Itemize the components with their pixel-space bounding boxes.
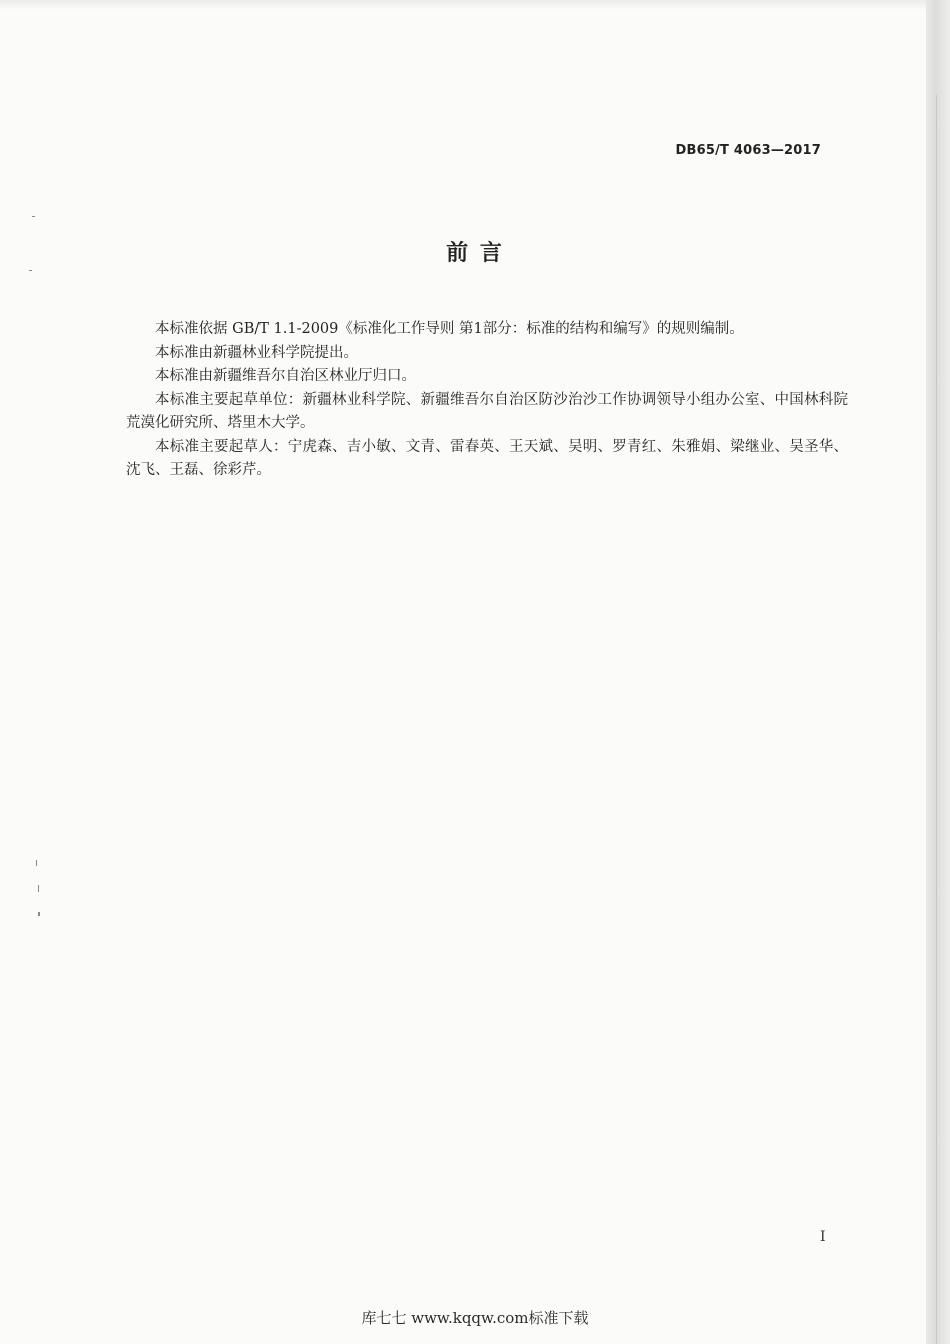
document-code: DB65/T 4063—2017 (675, 143, 821, 158)
foreword-body (126, 318, 848, 483)
paragraph-proposer: 本标准由新疆林业科学院提出。 (155, 344, 358, 361)
scan-speck (29, 270, 32, 271)
scan-right-edge (926, 0, 950, 1344)
scan-edge-line (936, 95, 937, 1344)
scan-speck (38, 912, 40, 916)
download-watermark-footer: 库七七 www.kqqw.com标准下载 (361, 1309, 589, 1327)
scan-speck (38, 885, 39, 892)
scan-top-shadow (0, 0, 926, 10)
scan-speck (36, 860, 37, 866)
scan-speck (32, 216, 35, 217)
paragraph-drafters: 本标准主要起草人：宁虎森、吉小敏、文青、雷春英、王天斌、吴明、罗青红、朱雅娟、梁继业、吴圣华、沈飞、王磊、徐彩芹。 (126, 438, 848, 478)
page-number: I (820, 1229, 826, 1245)
paragraph-drafting-units: 本标准主要起草单位：新疆林业科学院、新疆维吾尔自治区防沙治沙工作协调领导小组办公室、中国林科院荒漠化研究所、塔里木大学。 (126, 391, 848, 431)
page-heading: 前 言 (446, 241, 504, 266)
paragraph-basis: 本标准依据 GB/T 1.1-2009《标准化工作导则 第1部分：标准的结构和编写》的规则编制。 (155, 321, 744, 337)
paragraph-administrator: 本标准由新疆维吾尔自治区林业厅归口。 (155, 368, 416, 384)
